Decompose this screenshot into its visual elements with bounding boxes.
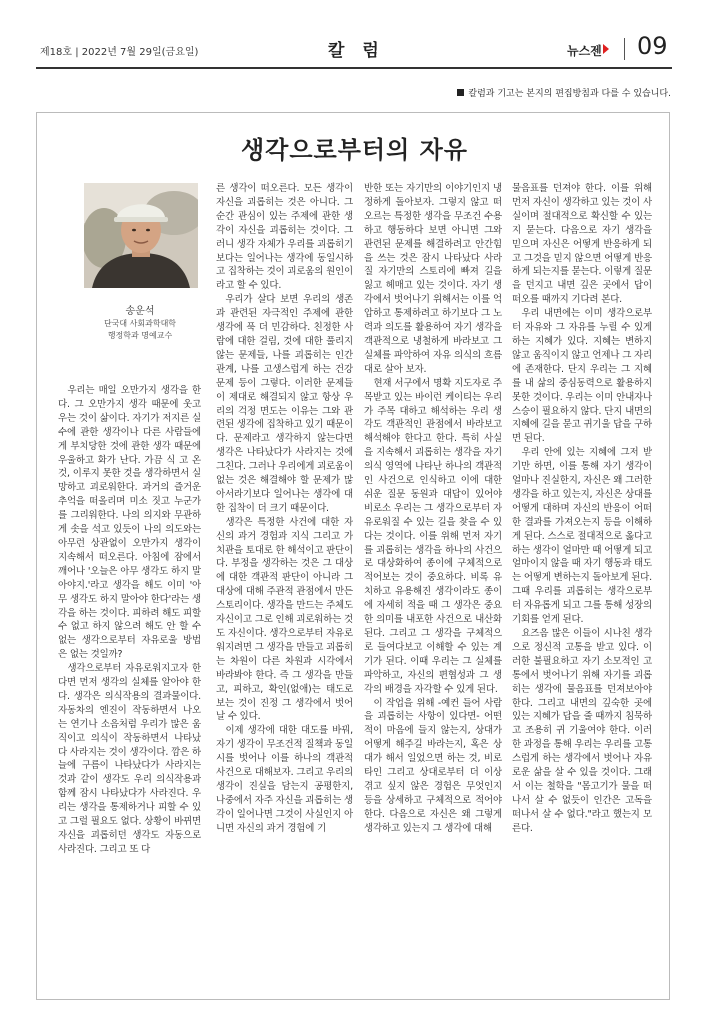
page-number: 09 <box>637 32 668 60</box>
notice-text: 칼럼과 기고는 본지의 편집방침과 다를 수 있습니다. <box>468 89 671 99</box>
paragraph: 이 작업을 위해 -예컨 들어 사람을 괴롭히는 사항이 있다면- 어떤 적이 마음에 들지 않는지, 상대가 어떻게 해주길 바라는지, 혹은 상대가 해서 일었으면 하는 것, 비로 타인 그리고 상대로부터 더 이상 겪고 싶지 않은 경험은 무엇인지 등을 상세하고 구체적으로 적어야 한다. 다음으로 자신은 왜 그렇게 생각하고 있는지 그 생각에 대해 <box>364 697 502 834</box>
issue-info: 제18호 | 2022년 7월 29일(금요일) <box>40 47 199 58</box>
paragraph: 우리는 매일 오만가지 생각을 한다. 그 오만가지 생각 때문에 웃고 우는 것이 삶이다. 자기가 저지른 실수에 관한 생각이나 다른 사람들에게 부치당한 것에 관한 생각 때문에 우울하고 화가 난다. 가끔 식 고 온 것, 이루지 못한 것을 생각하면서 실망하고 괴로워한다. 과거의 즐거운 추억을 떠올리며 미소 짓고 누군가를 그리워한다. 나의 의지와 무관하게 솟을 석고 있듯이 나의 의도와는 아무런 상관없이 오만가지 생각이 지속해서 떠오른다. 아침에 잠에서 깨어나 '오늘은 아무 생각도 하지 말아야지.'라고 생각을 해도 이미 '아무 생각도 하지 말아야 한다'라는 생각을 하는 것이다. 피하려 해도 피할 수 없고 하지 않으려 해도 안 할 수 없는 생각으로부터 자유로울 방법은 없는 것일까? <box>58 385 201 661</box>
article-title: 생각으로부터의 자유 <box>240 136 468 164</box>
paragraph: 생각은 특정한 사건에 대한 자신의 과거 경험과 지식 그리고 가치관을 토대로 한 해석이고 판단이다. 부정을 생각하는 것은 그 대상에 대한 객관적 판단이 아니라 그 대상에 대해 주관적 관점에서 만든 스토리이다. 생각을 만드는 주체도 자신이고 그로 인해 괴로워하는 것도 자신이다. 생각으로부터 자유로워지려면 그 생각을 만들고 괴롭히는 차원이 다른 차원과 시각에서 바라봐야 한다. 즉 그 생각을 만들고, 피하고, 확인(없애)는 태도로 보는 것이 진정 그 생각에서 벗어날 수 있다. <box>216 516 353 723</box>
square-bullet-icon <box>457 89 464 96</box>
paragraph: 요즈음 많은 이들이 시나친 생각으로 정신적 고통을 받고 있다. 이러한 불필요하고 자기 소모적인 고통에서 벗어나기 위해 자기를 괴롭히는 생각에 물음표를 던져보아야 한다. 그리고 내면의 깊숙한 곳에 있는 지혜가 답을 줄 때까지 침묵하고 조용히 귀 기울여야 한다. 이러한 과정을 통해 우리는 우리를 고통스럽게 하는 생각에서 벗어나 자유로운 삶을 살 수 있을 것이다. 그래서 이는 철학을 "몸고기가 물을 떠나서 살 수 없듯이 인간은 고독을 떠나서 살 수 없다."라고 했는지 모른다. <box>512 628 652 834</box>
paragraph: 우리 내면에는 이미 생각으로부터 자유와 그 자유를 누릴 수 있게 하는 지혜가 있다. 지혜는 변하지 않고 움직이지 않고 언제나 그 자리에 존재한다. 단지 우리는 그 지혜를 내 삶의 중심동력으로 활용하지 못한 것이다. 우리는 이미 안내자나 스승이 필요하지 않다. 단지 내면의 지혜에 길을 묻고 귀기울 답을 구하면 된다. <box>512 308 652 445</box>
header-rule <box>36 67 672 69</box>
newspaper-logo <box>567 42 609 59</box>
paragraph: 현재 서구에서 명확 지도자로 주목받고 있는 바이런 케이티는 우리가 주목 대하고 해석하는 우리 생각도 객관적인 관점에서 바라보고 해석해야 한다고 한다. 특히 사실을 지속해서 괴롭히는 생각을 자기 의식 영역에 나타난 하나의 객관적인 사건으로 인식하고 이에 대한 쉬운 질문 동원과 대답이 있어야 비로소 우리는 그 생각으로부터 자유로워질 수 있는 길을 찾을 수 있다는 것이다. 이를 위해 먼저 자기를 괴롭히는 생각을 하나의 사건으로 대상화하여 종이에 구체적으로 적어보는 것이 중요하다. 비록 유치하고 유용해진 생각이라도 종이에 자세히 적을 때 그 생각은 중요한 의미를 내포한 사건으로 내산화된다. 그리고 그 생각을 구체적으로 들여다보고 이해할 수 있는 계기가 된다. 이때 우리는 그 실체를 파악하고, 자신의 편협성과 그 생각의 배경을 자각할 수 있게 된다. <box>364 377 502 695</box>
paragraph: 반한 또는 자기만의 이야기인지 냉정하게 돌아보자. 그렇지 않고 떠오르는 특정한 생각을 무조건 수용하고 행동하다 보면 아니면 그와 관련된 문제를 해결하려고 안간힘을 쓰는 것은 잠시 나타났다 사라질 자기만의 스토리에 빠져 길을 잃고 헤매고 있는 것이다. 자기 생각에서 벗어나기 위해서는 이를 억압하고 통제하려고 하기보다 그 노력과 의도를 활용하여 자기 생각을 객관적으로 냉철하게 바라보고 그 실체를 파악하여 자유 의식의 흐름대로 살아 보자. <box>364 183 502 375</box>
paragraph: 른 생각이 떠오른다. 모든 생각이 자신을 괴롭히는 것은 아니다. 그 순간 관심이 있는 주제에 관한 생각이 자신을 괴롭히는 것이다. 그러니 생각 자체가 우리를 괴롭히기보다는 일어나는 생각에 동일시하고 집착하는 것이 괴로움의 원인이라고 할 수 있다. <box>216 183 353 292</box>
paragraph: 생각으로부터 자유로워지고자 한다면 먼저 생각의 실체를 알아야 한다. 생각은 의식작용의 결과물이다. 자동차의 엔진이 작동하면서 나오는 연기나 소음처럼 우리가 많은 움직이고 의식이 작동하면서 나타났다 사라지는 것이 생각이다. 깜은 하늘에 구름이 나타났다가 사라지는 것과 같이 생각도 우리 의식작용과 함께 잠시 나타났다가 사라진다. 우리는 생각을 통제하거나 피할 수 있고 그럴 필요도 없다. 상황이 바뀌면 자신을 괴롭히던 생각도 자동으로 사라진다. 그리고 또 다 <box>58 663 201 855</box>
author-name: 송운석 <box>125 306 155 317</box>
page-header <box>0 0 709 70</box>
author-photo <box>84 183 198 288</box>
author-affiliation: 단국대 사회과학대학 <box>103 319 177 328</box>
section-title: 칼 럼 <box>328 41 385 61</box>
logo-flag-icon <box>603 44 609 54</box>
article-column-3 <box>364 182 502 984</box>
paragraph: 이제 생각에 대한 대도를 바꿔, 자기 생각이 무조건적 질책과 동일시를 벗어나 이를 하나의 객관적 사건으로 대해보자. 그리고 우리의 생각이 진실을 담는지 공평한지, 나중에서 자주 자신을 괴롭히는 생각이 일어나면 그것이 사실인지 아니면 자신의 과거 경험에 기 <box>216 725 353 834</box>
editorial-notice <box>0 86 671 99</box>
author-portrait-image <box>84 183 198 288</box>
paragraph: 우리 안에 있는 지혜에 그저 받기만 하면, 이를 통해 자기 생각이 얼마나 진실한지, 자신은 왜 그러한 생각을 하고 있는지, 자신은 상대를 어떻게 대하며 자신의 반응이 어떠한 결과를 가져오는지 등을 이해하게 된다. 스스로 절대적으로 옳다고 하는 생각이 얼마만 때 어떻게 되고 얼마이지 않을 때 자기 행동과 태도는 어떻게 변하는지 돌아보게 된다. 그때 우리를 괴롭히는 생각으로부터 자유롭게 되고 그를 통해 성장의 기회를 얻게 된다. <box>512 447 652 626</box>
article-column-4 <box>512 182 652 984</box>
logo-text: 뉴스젠 <box>567 44 602 58</box>
header-divider <box>624 38 625 60</box>
paragraph: 물음표를 던져야 한다. 이를 위해 먼저 자신이 생각하고 있는 것이 사실이며 절대적으로 확신할 수 있는지 묻는다. 다음으로 자기 생각을 믿으며 자신은 어떻게 반응하게 되고 그것을 믿지 않으면 어떻게 반응하게 되는지를 묻는다. 이렇게 질문을 던지고 내면 깊은 곳에서 답이 떠오를 때까지 기다려 본다. <box>512 183 652 306</box>
paragraph: 우리가 살다 보면 우리의 생존과 관련된 자극적인 주제에 관한 생각에 푹 더 민감하다. 친정한 사람에 대한 걸림, 것에 대한 풀리지 않는 문제들, 나를 괴롭히는 인간관계, 나를 고생스럽게 하는 건강 문제 등이 그렇다. 이러한 문제들이 제대로 해결되지 않고 항상 우리의 걱정 면도는 이유는 그와 관련된 생각에 집착하고 있기 때문이다. 문제라고 생각하지 않는다면 생각은 나타났다가 사라지는 것에 그친다. 그러나 우리에게 괴로움이 없는 것은 해결해야 할 문제가 많아서라기보다 일어나는 생각에 대한 집착이 더 크기 때문이다. <box>216 294 353 514</box>
article-column-1 <box>58 384 201 984</box>
author-position: 행정학과 명예교수 <box>107 331 173 340</box>
article-column-2 <box>216 182 353 984</box>
